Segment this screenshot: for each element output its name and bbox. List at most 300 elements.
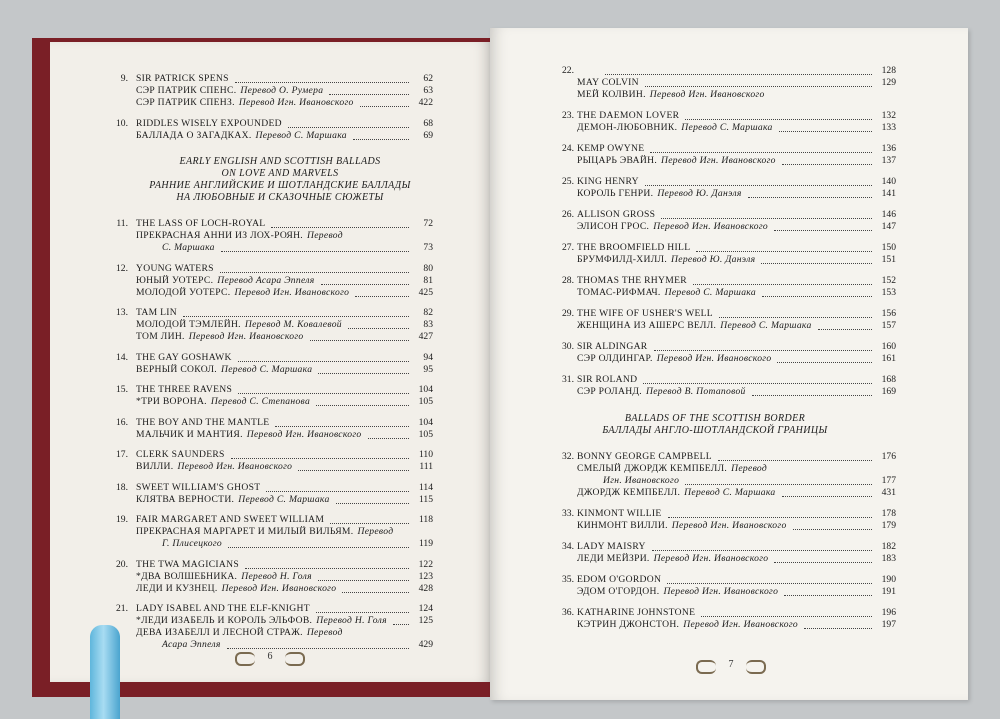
title-text: YOUNG WATERS [136,262,214,274]
entry-number: 35. [562,574,574,585]
toc-line [50,242,490,254]
entry-title [577,188,742,200]
title-text: СЭР ПАТРИК СПЕНС. [136,85,237,96]
toc-line [50,603,490,615]
section-heading: EARLY ENGLISH AND SCOTTISH BALLADS [179,156,381,167]
toc-line [50,538,490,550]
entry-number: 9. [120,73,128,84]
entry-title [136,494,330,506]
section-heading: BALLADS OF THE SCOTTISH BORDER [624,413,806,424]
title-text: КИНМОНТ ВИЛЛИ. [577,520,668,531]
page-number: 136 [881,143,896,154]
toc-line [50,97,490,109]
translator-text: Перевод [306,627,343,638]
toc-line [50,319,490,331]
translator-text: Перевод Игн. Ивановского [649,89,765,100]
translator-text: Перевод С. Маршака [255,129,347,141]
entry-title [577,77,639,89]
right-folio [696,656,766,674]
translator-text: Перевод Игн. Ивановского [177,461,293,472]
title-text: КОРОЛЬ ГЕНРИ. [577,188,654,199]
right-page [490,28,968,700]
entry-title [136,287,349,299]
translator-text: Перевод [357,526,394,537]
page-number: 114 [418,481,433,493]
title-text: FAIR MARGARET AND SWEET WILLIAM [136,514,325,525]
entry-title [577,242,690,254]
page-number: 179 [881,520,896,531]
page-number: 157 [881,320,896,331]
leader-dots [316,393,409,406]
leader-dots [353,127,409,140]
entry-title [577,275,687,287]
leader-dots [793,517,872,530]
toc-line [490,586,968,598]
entry-title [158,538,222,550]
title-text: SIR ROLAND [577,374,638,385]
toc-line [50,461,490,473]
entry-title [577,308,713,320]
entry-title [577,553,768,565]
toc-line [50,583,490,595]
toc-line [490,275,968,287]
translator-text: Перевод С. Маршака [238,493,330,505]
entry-title [136,429,362,441]
title-text: КЭТРИН ДЖОНСТОН. [577,619,680,630]
title-text: THE WIFE OF USHER'S WELL [577,308,713,319]
entry-number: 19. [116,514,128,525]
title-text: ДЕМОН-ЛЮБОВНИК. [577,122,678,133]
toc-line [490,607,968,619]
page-number: 73 [423,242,433,253]
entry-title [577,508,662,520]
toc-line [490,320,968,332]
leader-dots [779,119,872,132]
title-text: СЭР РОЛАНД. [577,386,642,397]
title-text: МОЛОДОЙ ТЭМЛЕЙН. [136,319,241,330]
entry-title [136,118,282,130]
entry-title [136,449,225,461]
translator-text: Игн. Ивановского [603,475,680,486]
title-text: ALLISON GROSS [577,209,656,220]
title-text: МЕЙ КОЛВИН. [577,89,646,100]
toc-line [490,520,968,532]
toc-line [490,188,968,200]
title-text: THE GAY GOSHAWK [136,351,232,363]
entry-number: 11. [116,218,128,229]
entry-title [136,615,387,627]
toc-line [490,574,968,586]
title-text: БРУМФИЛД-ХИЛЛ. [577,254,668,265]
toc-line [50,307,490,319]
entry-title [577,541,646,553]
page-number: 156 [881,308,896,319]
entry-number: 30. [562,341,574,352]
toc-line [490,176,968,188]
entry-number: 12. [116,262,128,274]
entry-title [136,559,239,571]
translator-text: Перевод С. Маршака [684,487,776,498]
page-number: 152 [881,275,896,286]
translator-text: Перевод Н. Голя [316,615,387,626]
toc-line [490,77,968,89]
entry-title [577,110,679,122]
title-text: *ТРИ ВОРОНА. [136,396,207,407]
entry-title [577,607,695,619]
leader-dots [761,251,872,264]
translator-text: Перевод Игн. Ивановского [653,553,769,564]
page-number: 169 [881,386,896,397]
toc-line [50,364,490,376]
title-text: SIR ALDINGAR [577,341,648,352]
title-text: KATHARINE JOHNSTONE [577,607,696,618]
leader-dots [718,448,872,461]
leader-dots [774,550,872,563]
translator-text: С. Маршака [162,242,215,253]
right-page-number: 7 [728,659,734,670]
toc-line [490,508,968,520]
translator-text: Перевод Игн. Ивановского [661,155,776,166]
entry-title [577,221,768,233]
translator-text: Перевод Игн. Ивановского [671,520,787,531]
entry-title [136,583,336,595]
entry-number: 31. [562,374,574,385]
leader-dots [818,317,872,330]
title-text: ВЕРНЫЙ СОКОЛ. [136,363,217,375]
toc-line [490,209,968,221]
translator-text: Перевод В. Потаповой [645,386,746,397]
page-number: 146 [881,209,896,220]
entry-title [577,619,798,631]
page-number: 122 [418,558,433,570]
toc-line [490,287,968,299]
title-text: РЫЦАРЬ ЭВАЙН. [577,155,658,166]
toc-line [50,275,490,287]
translator-text: Перевод [731,463,768,474]
leader-dots [752,383,872,396]
section-heading: БАЛЛАДЫ АНГЛО-ШОТЛАНДСКОЙ ГРАНИЦЫ [602,425,828,436]
toc-line [50,514,490,526]
toc-line [50,352,490,364]
toc-line [490,155,968,167]
entry-title [577,520,787,532]
page-number: 427 [418,331,433,342]
page-number: 129 [881,77,896,88]
translator-text: Перевод Ю. Данэля [657,188,742,199]
entry-title [136,331,304,343]
page-number: 110 [418,449,433,460]
section-heading: РАННИЕ АНГЛИЙСКИЕ И ШОТЛАНДСКИЕ БАЛЛАДЫ [149,180,411,191]
entry-title [577,353,771,365]
title-text: ДЕВА ИЗАБЕЛЛ И ЛЕСНОЙ СТРАЖ. [136,627,303,638]
translator-text: Перевод Асара Эппеля [217,274,315,286]
leader-dots [360,94,409,107]
entry-number: 24. [562,143,574,154]
entry-number: 20. [116,558,128,570]
entry-title [577,374,637,386]
translator-text: Перевод С. Маршака [220,363,313,375]
section-heading: ON LOVE AND MARVELS [221,168,339,179]
translator-text: Перевод С. Степанова [210,396,311,407]
title-text: СЭР ПАТРИК СПЕНЗ. [136,97,235,108]
translator-text: Перевод Игн. Ивановского [656,353,772,364]
toc-line [50,287,490,299]
translator-text: Перевод Ю. Данэля [671,254,756,265]
page-number: 425 [418,286,433,298]
title-text: SWEET WILLIAM'S GHOST [136,481,261,493]
page-number: 150 [881,242,896,253]
leader-dots [355,284,409,297]
page-number: 132 [881,110,896,121]
translator-text: Перевод М. Ковалевой [244,319,342,330]
entry-number: 16. [116,416,128,428]
page-number: 104 [418,416,433,428]
title-text: МАЛЬЧИК И МАНТИЯ. [136,428,243,440]
leader-dots [336,491,409,504]
title-text: ЛЕДИ МЕЙЗРИ. [577,553,650,564]
page-number: 133 [881,122,896,133]
page-number: 63 [423,85,433,96]
title-text: EDOM O'GORDON [577,574,662,585]
toc-line [490,619,968,631]
entry-number: 18. [116,481,128,493]
entry-title [136,364,312,376]
page-number: 68 [423,117,433,129]
entry-number: 23. [562,110,574,121]
toc-line [490,308,968,320]
entry-title [577,122,773,134]
leader-dots [298,458,409,471]
leader-dots [748,185,872,198]
entry-number: 13. [116,307,128,318]
title-text: ДЖОРДЖ КЕМПБЕЛЛ. [577,487,681,498]
title-text: THE BROOMFIELD HILL [577,242,691,253]
toc-line [490,553,968,565]
entry-title [577,341,648,353]
page-number: 104 [418,384,433,395]
title-text: THE LASS OF LOCH-ROYAL [136,218,266,229]
title-text: THE THREE RAVENS [136,384,233,395]
toc-line [490,475,968,487]
toc-line [50,218,490,230]
leader-dots [784,583,872,596]
title-text: БАЛЛАДА О ЗАГАДКАХ. [136,129,252,141]
page-number: 147 [881,221,896,232]
entry-title [136,571,312,583]
page-number: 105 [418,428,433,440]
entry-number: 10. [116,117,128,129]
title-text: СМЕЛЫЙ ДЖОРДЖ КЕМПБЕЛЛ. [577,463,728,474]
entry-title [577,155,776,167]
toc-line [50,118,490,130]
entry-number: 21. [116,603,128,614]
entry-number: 22. [562,65,574,76]
leader-dots [368,426,409,439]
entry-number: 15. [116,384,128,395]
title-text: ПРЕКРАСНАЯ МАРГАРЕТ И МИЛЫЙ ВИЛЬЯМ. [136,526,354,537]
translator-text: Перевод Н. Голя [241,570,312,582]
title-text: ВИЛЛИ. [136,461,174,472]
page-number: 176 [881,451,896,462]
entry-title [577,386,746,398]
page-number: 178 [881,508,896,519]
translator-text: Перевод С. Маршака [681,122,773,133]
toc-line [490,487,968,499]
page-number: 125 [418,615,433,626]
translator-text: Г. Плисецкого [162,538,222,549]
title-text: THOMAS THE RHYMER [577,275,687,286]
toc-line [490,221,968,233]
entry-number: 17. [116,449,128,460]
entry-title [136,263,214,275]
title-text: BONNY GEORGE CAMPBELL [577,451,712,462]
toc-line [50,417,490,429]
page-number: 123 [418,570,433,582]
page-number: 62 [423,73,433,84]
entry-title [136,603,310,615]
page-number: 197 [881,619,896,630]
toc-line [490,541,968,553]
page-number: 191 [881,586,896,597]
title-text: SIR PATRICK SPENS [136,73,229,84]
page-number: 128 [881,65,896,76]
entry-title [136,97,354,109]
page-number: 111 [419,461,433,472]
title-text: LADY ISABEL AND THE ELF-KNIGHT [136,603,310,614]
translator-text: Перевод Игн. Ивановского [234,286,350,298]
title-text: КЛЯТВА ВЕРНОСТИ. [136,493,235,505]
title-text: MAY COLVIN [577,77,639,88]
page-number: 190 [881,574,896,585]
entry-title [136,85,323,97]
entry-number: 25. [562,176,574,187]
leader-dots [228,535,409,548]
title-text: ТОМАС-РИФМАЧ. [577,287,661,298]
title-text: МОЛОДОЙ УОТЕРС. [136,286,231,298]
page-number: 80 [423,262,433,274]
toc-line [50,429,490,441]
entry-title [577,176,639,188]
leader-dots [782,152,872,165]
title-text: THE DAEMON LOVER [577,110,680,121]
page-number: 124 [418,603,433,614]
toc-line [50,130,490,142]
title-text: ТОМ ЛИН. [136,331,185,342]
entry-title [577,487,776,499]
page-number: 115 [418,493,433,505]
toc-line [490,386,968,398]
entry-title [599,475,679,487]
entry-number: 33. [562,508,574,519]
page-number: 160 [881,341,896,352]
page-number: 105 [418,396,433,407]
toc-line [490,89,968,101]
translator-text: Перевод Игн. Ивановского [221,582,337,594]
entry-title [577,574,661,586]
page-number: 141 [881,188,896,199]
entry-title [577,89,765,101]
toc-line [50,331,490,343]
toc-line [490,143,968,155]
title-text: KING HENRY [577,176,639,187]
section-heading: НА ЛЮБОВНЫЕ И СКАЗОЧНЫЕ СЮЖЕТЫ [176,192,384,203]
page-number: 140 [881,176,896,187]
toc-line [490,242,968,254]
page-number: 429 [418,639,433,650]
page-number: 94 [423,351,433,363]
entry-title [136,461,292,473]
toc-line [490,254,968,266]
toc-line [50,615,490,627]
entry-title [136,384,232,396]
page-number: 69 [423,129,433,141]
page-number: 161 [881,353,896,364]
toc-line [490,451,968,463]
title-text: ЮНЫЙ УОТЕРС. [136,274,214,286]
page-number: 177 [881,475,896,486]
title-text: ЛЕДИ И КУЗНЕЦ. [136,582,218,594]
toc-line [490,122,968,134]
page-number: 151 [881,254,896,265]
left-folio [235,648,305,666]
leader-dots [221,239,409,252]
title-text: ЭДОМ О'ГОРДОН. [577,586,660,597]
leader-dots [762,284,872,297]
entry-title [577,209,655,221]
toc-line [490,374,968,386]
translator-text: Перевод С. Маршака [664,287,756,298]
translator-text: Асара Эппеля [162,639,221,650]
page-number: 82 [423,307,433,318]
page-number: 422 [418,97,433,108]
title-text: TAM LIN [136,307,178,318]
entry-title [136,352,232,364]
entry-title [577,451,712,463]
entry-title [136,417,269,429]
title-text: CLERK SAUNDERS [136,449,225,460]
title-text: THE TWA MAGICIANS [136,558,239,570]
toc-line [50,571,490,583]
leader-dots [645,74,872,87]
entry-title [136,218,265,230]
title-text: ЖЕНЩИНА ИЗ АШЕРС ВЕЛЛ. [577,320,717,331]
entry-title [577,586,778,598]
entry-title [577,143,644,155]
entry-number: 36. [562,607,574,618]
toc-line [50,449,490,461]
toc-line [490,110,968,122]
page-number: 153 [881,287,896,298]
toc-line [490,353,968,365]
translator-text: Перевод С. Маршака [720,320,812,331]
page-number: 81 [423,274,433,286]
toc-line [50,482,490,494]
left-page [50,42,490,682]
entry-number: 34. [562,541,574,552]
page-number: 182 [881,541,896,552]
entry-number: 29. [562,308,574,319]
entry-number: 28. [562,275,574,286]
entry-title [577,320,812,332]
translator-text: Перевод Игн. Ивановского [238,97,354,108]
toc-line [50,73,490,85]
toc-line [50,384,490,396]
page-number: 196 [881,607,896,618]
translator-text: Перевод О. Румера [240,85,324,96]
page-number: 428 [418,582,433,594]
page-number: 83 [423,319,433,330]
page-number: 168 [881,374,896,385]
